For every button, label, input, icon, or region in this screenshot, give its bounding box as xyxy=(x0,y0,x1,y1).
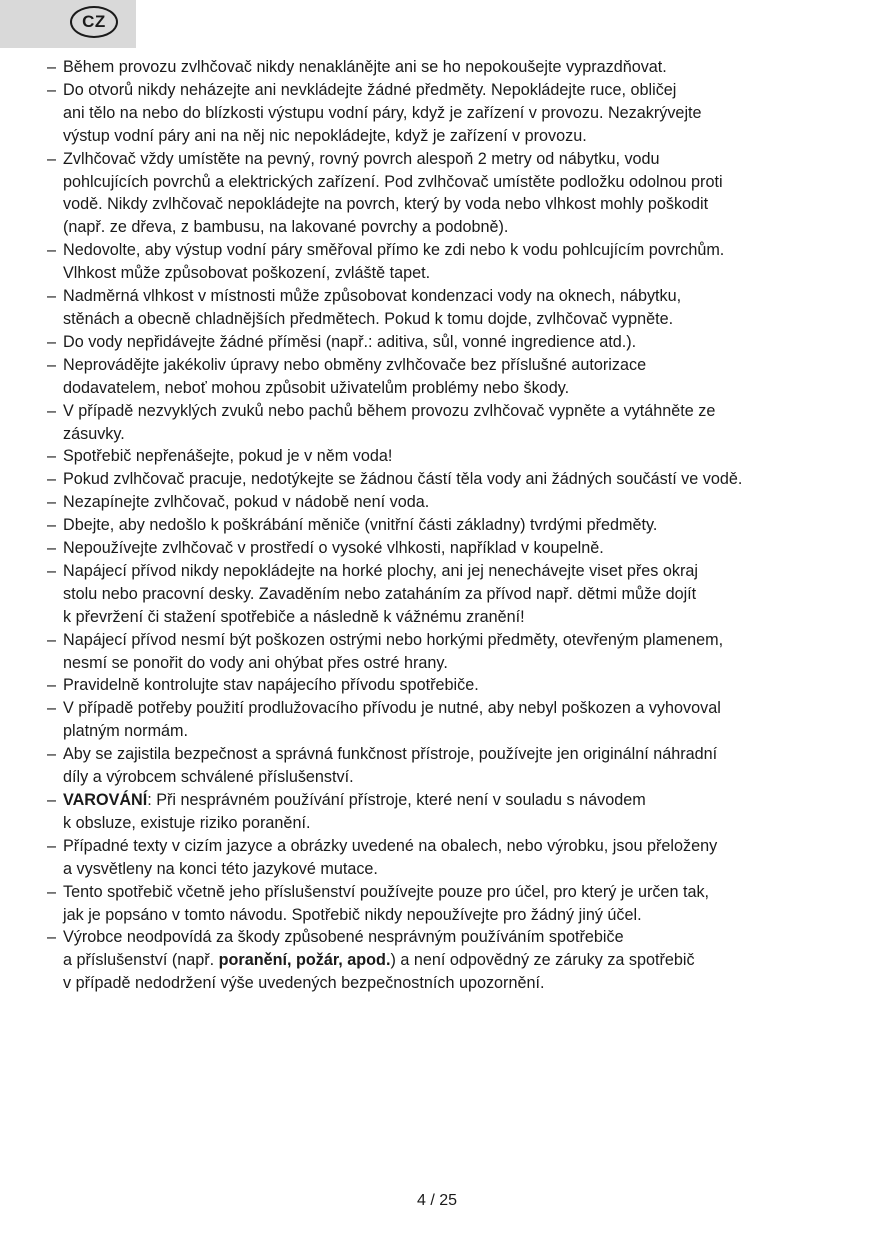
bullet-dash: – xyxy=(47,493,57,512)
list-item xyxy=(47,148,837,240)
item-text: Napájecí přívod nikdy nepokládejte na horké plochy, ani jej nenechávejte viset přes okraj stolu nebo pracovní desky. Zavaděním nebo zataháním za přívod např. dětmi může dojít k převržení či stažení spotřebiče a následně k vážnému zranění! xyxy=(63,561,698,626)
item-text: Dbejte, aby nedošlo k poškrábání měniče (vnitřní části základny) tvrdými předměty. xyxy=(63,516,658,535)
bullet-dash: – xyxy=(47,355,57,374)
page-current: 4 xyxy=(416,1192,426,1209)
list-item xyxy=(47,835,837,881)
bullet-dash: – xyxy=(47,80,57,99)
page-number xyxy=(0,1192,874,1210)
item-text: Aby se zajistila bezpečnost a správná funkčnost přístroje, používejte jen originální náhradní díly a výrobcem schválené příslušenství. xyxy=(63,745,718,787)
bullet-dash: – xyxy=(47,791,57,809)
bullet-dash: – xyxy=(47,676,57,695)
language-tab xyxy=(0,0,136,48)
list-item xyxy=(47,537,837,560)
item-text: Nadměrná vlhkost v místnosti může způsobovat kondenzaci vody na oknech, nábytku, stěnách a obecně chladnějších předmětech. Pokud k tomu dojde, zvlhčovač vypněte. xyxy=(63,287,682,328)
list-item xyxy=(47,560,837,629)
bullet-dash: – xyxy=(47,630,57,649)
item-text: V případě potřeby použití prodlužovacího přívodu je nutné, aby nebyl poškozen a vyhovoval platným normám. xyxy=(63,699,721,741)
bullet-dash: – xyxy=(47,332,57,351)
bullet-dash: – xyxy=(47,287,57,306)
list-item xyxy=(47,331,837,354)
bullet-dash: – xyxy=(47,401,57,420)
item-text: Zvlhčovač vždy umístěte na pevný, rovný povrch alespoň 2 metry od nábytku, vodu pohlcujících povrchů a elektrických zařízení. Pod zvlhčovač umístěte podložku odolnou proti vodě. Nikdy zvlhčovač nepokládejte na povrch, který by voda nebo vlhkost mohly poškodit (např. ze dřeva, z bambusu, na lakované povrchy a podobně). xyxy=(63,149,723,237)
language-badge: CZ xyxy=(70,6,118,38)
safety-instructions-list xyxy=(47,56,837,995)
item-text: Do vody nepřidávejte žádné příměsi (např.: aditiva, sůl, vonné ingredience atd.). xyxy=(63,332,637,351)
list-item xyxy=(47,926,837,995)
item-bold-text: VAROVÁNÍ xyxy=(63,791,148,809)
list-item xyxy=(47,697,837,743)
bullet-dash: – xyxy=(47,58,57,76)
list-item xyxy=(47,56,837,79)
item-text: Neprovádějte jakékoliv úpravy nebo obměny zvlhčovače bez příslušné autorizace dodavatelem, neboť mohou způsobit uživatelům problémy nebo škody. xyxy=(63,355,647,397)
list-item xyxy=(47,79,837,148)
list-item xyxy=(47,743,837,789)
list-item xyxy=(47,789,837,835)
item-text: Během provozu zvlhčovač nikdy nenaklánějte ani se ho nepokoušejte vyprazdňovat. xyxy=(63,58,667,76)
list-item xyxy=(47,491,837,514)
bullet-dash: – xyxy=(47,241,57,260)
item-text: Případné texty v cizím jazyce a obrázky uvedené na obalech, nebo výrobku, jsou přeloženy a vysvětleny na konci této jazykové mutace. xyxy=(63,836,718,878)
bullet-dash: – xyxy=(47,470,57,489)
list-item xyxy=(47,881,837,927)
item-text: Nepoužívejte zvlhčovač v prostředí o vysoké vlhkosti, například v koupelně. xyxy=(63,539,604,558)
bullet-dash: – xyxy=(47,447,57,466)
list-item xyxy=(47,445,837,468)
list-item xyxy=(47,674,837,697)
item-text: Spotřebič nepřenášejte, pokud je v něm voda! xyxy=(63,447,393,466)
bullet-dash: – xyxy=(47,928,57,947)
bullet-dash: – xyxy=(47,561,57,580)
bullet-dash: – xyxy=(47,149,57,168)
item-text: Pokud zvlhčovač pracuje, nedotýkejte se žádnou částí těla vody ani žádných součástí ve vodě. xyxy=(63,470,743,489)
list-item xyxy=(47,400,837,446)
item-text-prefix: Výrobce neodpovídá za škody způsobené nesprávným používáním spotřebiče a příslušenství (např. xyxy=(63,928,624,970)
item-text: Do otvorů nikdy neházejte ani nevkládejte žádné předměty. Nepokládejte ruce, obličej ani tělo na nebo do blízkosti výstupu vodní páry, když je zařízení v provozu. Nezakrývejte výstup vodní páry ani na něj nic nepokládejte, když je zařízení v provozu. xyxy=(63,80,702,145)
item-text: Napájecí přívod nesmí být poškozen ostrými nebo horkými předměty, otevřeným plamenem, nesmí se ponořit do vody ani ohýbat přes ostré hrany. xyxy=(63,630,724,672)
page-total: / 25 xyxy=(430,1192,458,1209)
bullet-dash: – xyxy=(47,539,57,558)
list-item xyxy=(47,354,837,400)
item-text: V případě nezvyklých zvuků nebo pachů během provozu zvlhčovač vypněte a vytáhněte ze zásuvky. xyxy=(63,401,716,443)
item-bold-text: poranění, požár, apod. xyxy=(218,951,391,970)
item-text: Pravidelně kontrolujte stav napájecího přívodu spotřebiče. xyxy=(63,676,479,695)
item-text: Nedovolte, aby výstup vodní páry směřoval přímo ke zdi nebo k vodu pohlcujícím povrchům. Vlhkost může způsobovat poškození, zvláště tapet. xyxy=(63,241,725,283)
bullet-dash: – xyxy=(47,699,57,718)
item-text: Nezapínejte zvlhčovač, pokud v nádobě není voda. xyxy=(63,493,430,512)
item-text: ) a není odpovědný ze záruky za spotřebič v případě nedodržení výše uvedených bezpečnostních upozornění. xyxy=(63,951,695,993)
bullet-dash: – xyxy=(47,516,57,535)
bullet-dash: – xyxy=(47,882,57,901)
list-item xyxy=(47,629,837,675)
bullet-dash: – xyxy=(47,836,57,855)
item-text: Tento spotřebič včetně jeho příslušenství používejte pouze pro účel, pro který je určen tak, jak je popsáno v tomto návodu. Spotřebič nikdy nepoužívejte pro žádný jiný účel. xyxy=(63,882,710,924)
list-item xyxy=(47,239,837,285)
list-item xyxy=(47,468,837,491)
list-item xyxy=(47,285,837,331)
bullet-dash: – xyxy=(47,745,57,764)
item-text: : Při nesprávném používání přístroje, které není v souladu s návodem k obsluze, existuje riziko poranění. xyxy=(63,791,646,832)
list-item xyxy=(47,514,837,537)
